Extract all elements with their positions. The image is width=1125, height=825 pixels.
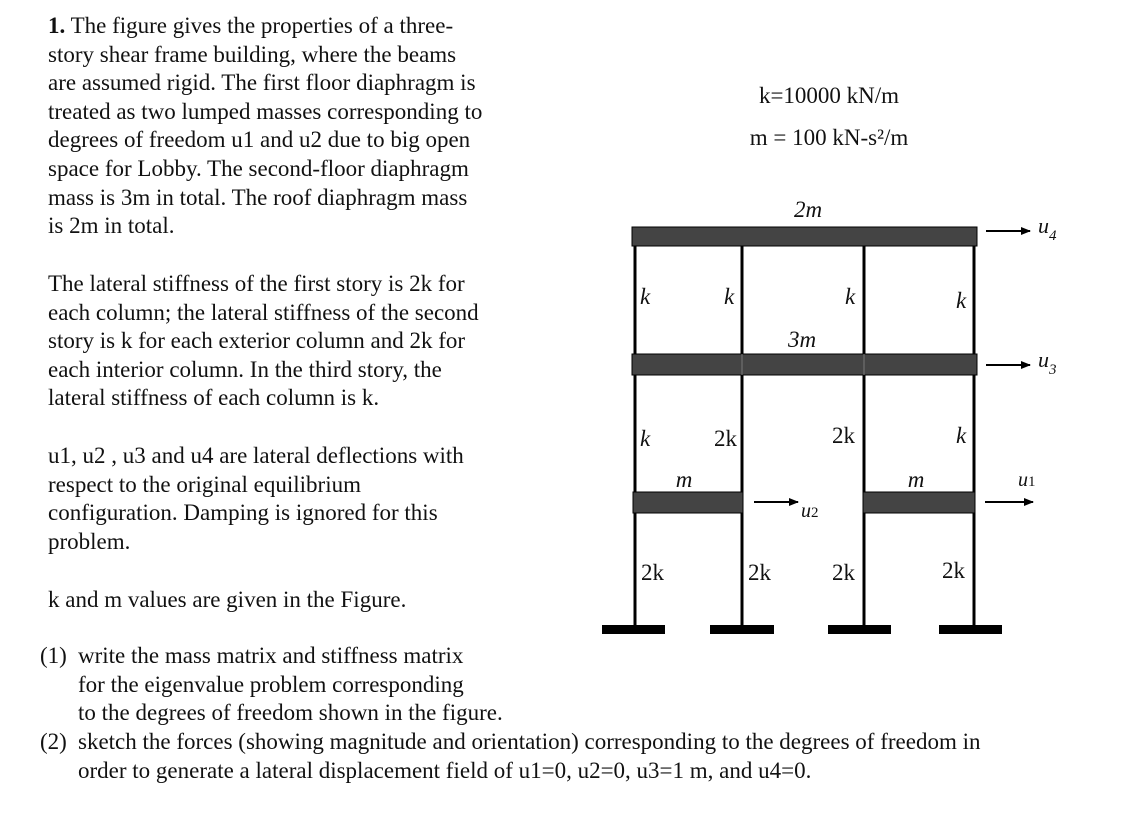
dof-subscript: 1 [1028,474,1036,490]
u4-label [1038,213,1057,244]
first-floor-beam-right [863,492,975,513]
dof-line: u1, u2 , u3 and u4 are lateral deflections with [48,443,464,468]
stiffness-line: lateral stiffness of each column is k. [48,385,380,411]
question-line: write the mass matrix and stiffness matrix [78,643,464,668]
intro-line: degrees of freedom u1 and u2 due to big open [48,127,471,153]
dof-line: configuration. Damping is ignored for this [48,500,438,526]
ground-support [828,625,891,634]
intro-line: The figure gives the properties of a three- [70,13,454,38]
question-line: order to generate a lateral displacement field of u1=0, u2=0, u3=1 m, and u4=0. [78,757,812,783]
dof-line: respect to the original equilibrium [48,471,361,497]
question-line: for the eigenvalue problem corresponding [78,671,464,697]
stiffness-line: each interior column. In the third story, the [48,356,442,382]
dof-letter: u [1018,469,1028,491]
question-line: sketch the forces (showing magnitude and orientation) corresponding to the degrees of freedom in [78,729,981,754]
first-floor-mass-right-label: m [907,467,925,492]
stiffness-label: 2k [942,558,965,583]
second-floor-beam [632,354,977,375]
stiffness-label: 2k [832,423,855,448]
dof-subscript: 2 [811,505,819,521]
stiffness-label: 2k [748,560,771,585]
intro-line: space for Lobby. The second-floor diaphragm [48,155,469,181]
intro-line: story shear frame building, where the beams [48,41,457,67]
u1-label [1018,469,1036,491]
stiffness-line: The lateral stiffness of the first story is 2k for [48,271,465,296]
dof-letter: u [801,500,811,522]
stiffness-label: k [845,284,856,309]
ground-support [710,625,774,634]
question-label: (1) [40,643,67,668]
intro-line: is 2m in total. [48,213,175,239]
ground-support [939,625,1002,634]
values-note: k and m values are given in the Figure. [48,587,407,612]
stiffness-label: k [640,426,651,451]
u2-label [801,500,819,522]
intro-line: are assumed rigid. The first floor diaphragm is [48,70,476,96]
question-label: (2) [40,729,67,754]
stiffness-line: each column; the lateral stiffness of the second [48,299,479,325]
dof-letter: u [1038,347,1049,372]
roof-beam [632,227,977,246]
stiffness-label: k [724,284,735,309]
second-floor-mass-label: 3m [787,327,817,352]
dof-letter: u [1038,213,1049,238]
first-floor-mass-left-label: m [675,467,693,492]
problem-number: 1. [48,13,66,38]
first-floor-beam-left [633,492,743,513]
dof-subscript: 4 [1049,228,1057,244]
stiffness-label: 2k [714,426,737,451]
question-line: to the degrees of freedom shown in the figure. [78,700,503,726]
stiffness-label: k [956,288,967,313]
u3-label [1038,347,1057,378]
stiffness-label: 2k [832,560,855,585]
stiffness-label: k [640,284,651,309]
stiffness-label: k [956,423,967,448]
intro-line: treated as two lumped masses corresponding to [48,98,483,124]
k-value-label: k=10000 kN/m [758,83,900,108]
intro-line: mass is 3m in total. The roof diaphragm mass [48,184,468,210]
roof-mass-label: 2m [793,197,823,222]
ground-support [602,625,665,634]
dof-line: problem. [48,528,131,554]
stiffness-line: story is k for each exterior column and 2k for [48,328,466,354]
stiffness-label: 2k [641,560,664,585]
dof-subscript: 3 [1049,362,1057,378]
m-value-label: m = 100 kN-s²/m [749,125,909,150]
